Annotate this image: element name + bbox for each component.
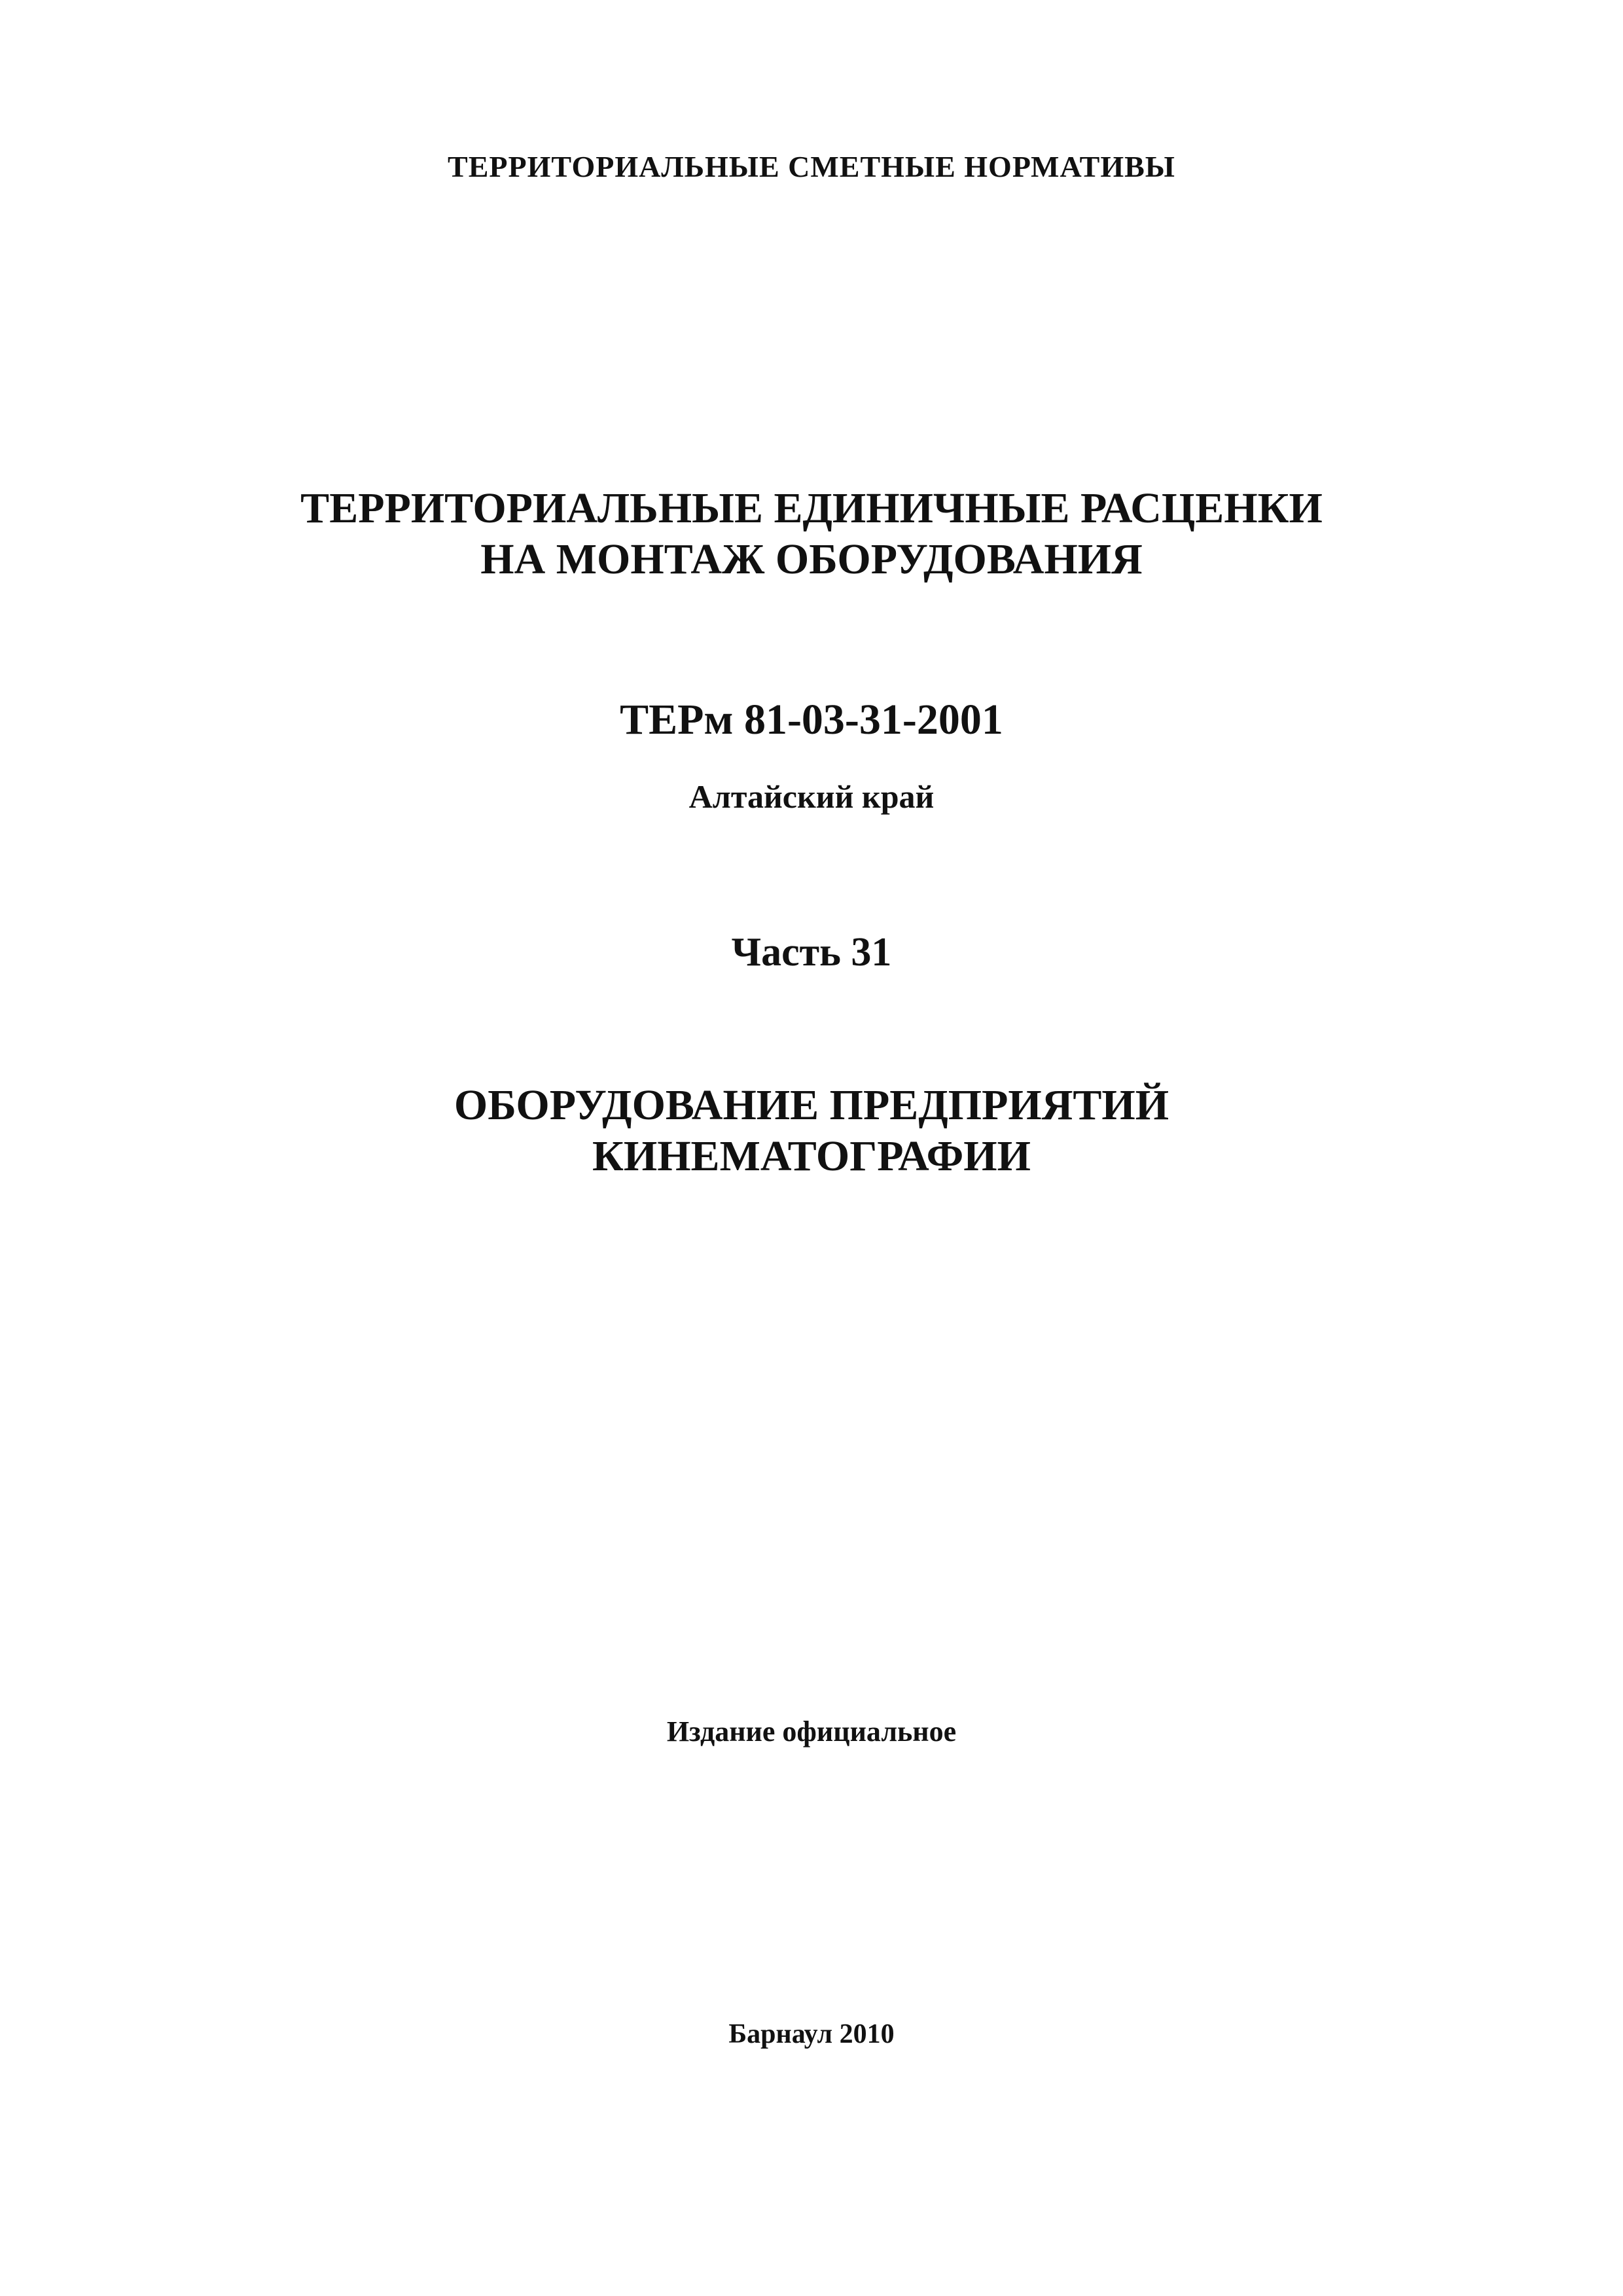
publication-place-year: Барнаул 2010 [728, 2019, 895, 2049]
document-title-line-2: НА МОНТАЖ ОБОРУДОВАНИЯ [480, 535, 1143, 583]
document-part: Часть 31 [731, 930, 892, 975]
section-title [0, 1080, 1623, 1182]
edition-note: Издание официальное [666, 1715, 957, 1748]
document-code: ТЕРм 81-03-31-2001 [620, 696, 1003, 744]
series-heading: ТЕРРИТОРИАЛЬНЫЕ СМЕТНЫЕ НОРМАТИВЫ [448, 150, 1175, 183]
section-title-line-1: ОБОРУДОВАНИЕ ПРЕДПРИЯТИЙ [454, 1081, 1169, 1129]
document-title-line-1: ТЕРРИТОРИАЛЬНЫЕ ЕДИНИЧНЫЕ РАСЦЕНКИ [300, 484, 1323, 532]
document-region: Алтайский край [688, 778, 935, 815]
section-title-line-2: КИНЕМАТОГРАФИИ [592, 1132, 1031, 1180]
document-title [0, 483, 1623, 585]
